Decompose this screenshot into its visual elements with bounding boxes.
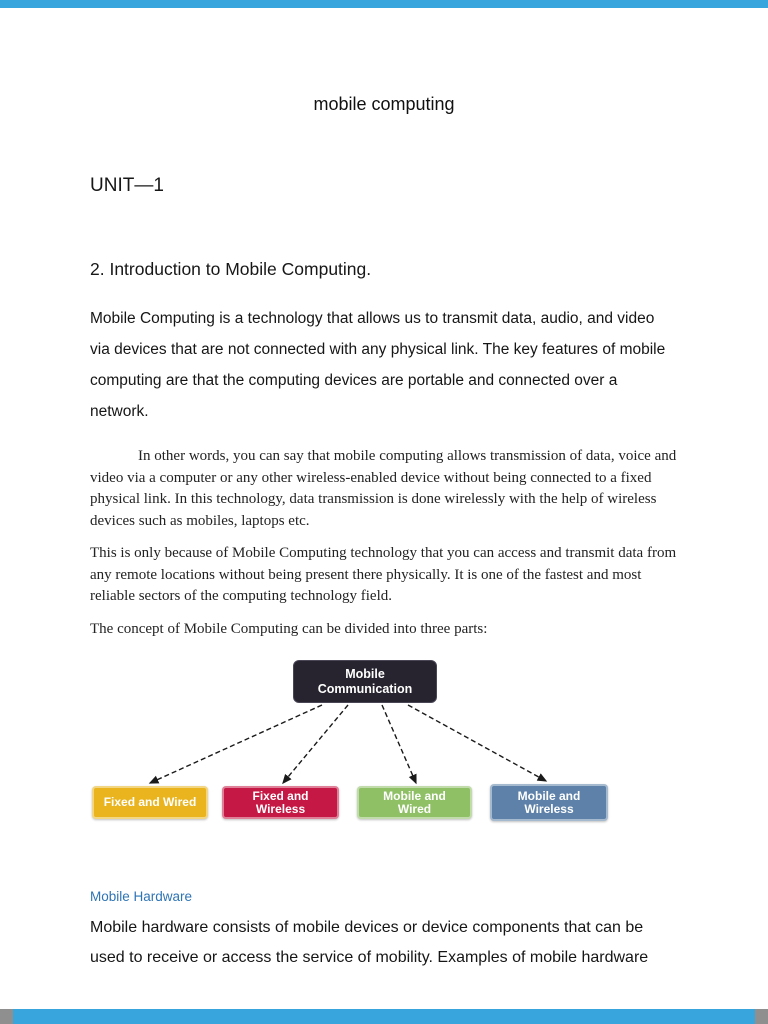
unit-heading: UNIT—1 bbox=[90, 175, 164, 196]
page-title: mobile computing bbox=[313, 94, 455, 114]
because-paragraph: This is only because of Mobile Computing technology that you can access and transmit data from any remote locations without being present there physically. It is one of the fastest and most reliable sectors of the computing technology field. bbox=[90, 545, 677, 604]
viewer-bottom-bar bbox=[0, 1009, 768, 1024]
mobile-hardware-heading: Mobile Hardware bbox=[90, 889, 193, 904]
viewer-bottom-left-corner bbox=[0, 1009, 13, 1024]
concept-lead-paragraph: The concept of Mobile Computing can be divided into three parts: bbox=[90, 620, 488, 637]
other-words-paragraph: In other words, you can say that mobile computing allows transmission of data, voice and video via a computer or any other wireless-enabled device without being connected to a fixed physical link. In this technology, data transmission is done wirelessly with the help of wireless devices such as mobiles, laptops etc. bbox=[90, 448, 677, 529]
diagram-node-mobile-and-wired: Mobile and Wired bbox=[357, 786, 472, 819]
section-heading: 2. Introduction to Mobile Computing. bbox=[90, 259, 372, 279]
diagram-node-fixed-and-wireless: Fixed and Wireless bbox=[222, 786, 339, 819]
document-content bbox=[90, 0, 678, 972]
diagram-node-mobile-communication: Mobile Communication bbox=[293, 660, 437, 703]
viewer-bottom-right-corner bbox=[755, 1009, 768, 1024]
intro-paragraph: Mobile Computing is a technology that allows us to transmit data, audio, and video via devices that are not connected with any physical link. The key features of mobile computing are that the computing devices are portable and connected over a network. bbox=[90, 310, 666, 420]
mobile-computing-diagram bbox=[90, 660, 678, 825]
mobile-hardware-paragraph: Mobile hardware consists of mobile devices or device components that can be used to receive or access the service of mobility. Examples of mobile hardware bbox=[90, 919, 649, 966]
diagram-node-fixed-and-wired: Fixed and Wired bbox=[92, 786, 208, 819]
diagram-node-mobile-and-wireless: Mobile and Wireless bbox=[490, 784, 608, 821]
